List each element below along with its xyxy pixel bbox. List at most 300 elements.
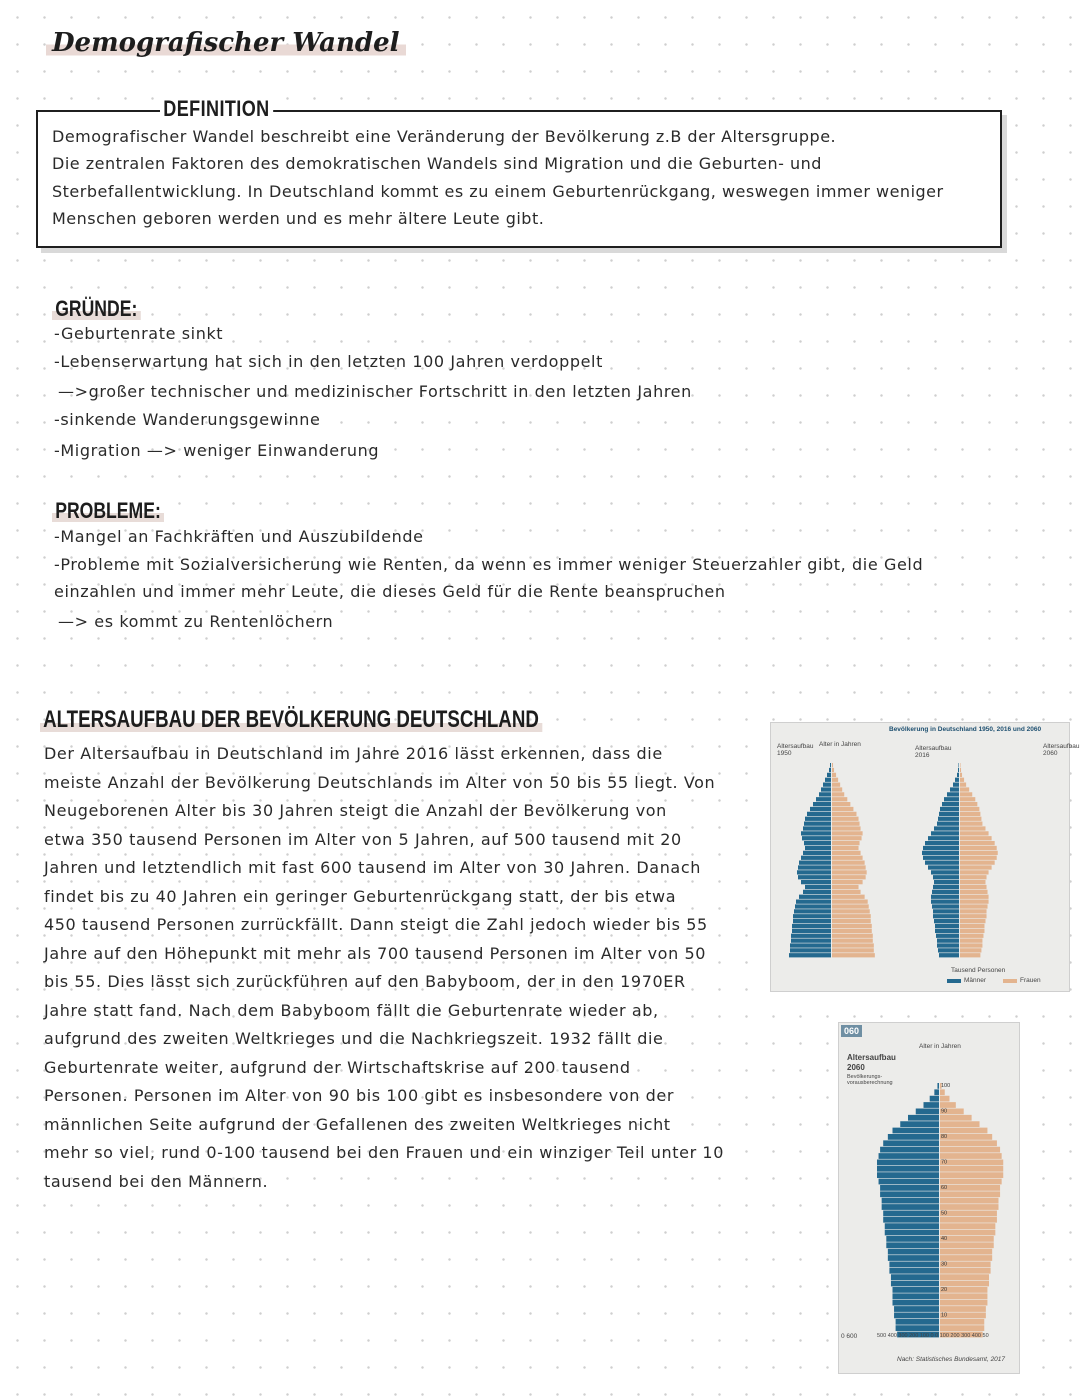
age-tick-label: 10 xyxy=(941,1312,948,1319)
pyr2016-female-bar xyxy=(960,953,980,957)
pyr2016-male-bar xyxy=(932,890,959,894)
pyr1950-male-bar xyxy=(804,822,831,826)
definition-line: Demografischer Wandel beschreibt eine Veränderung der Bevölkerung z.B der Altersgruppe. xyxy=(52,127,837,146)
pyr2016-male-bar xyxy=(933,909,959,913)
pyr2060-male-bar xyxy=(882,1198,939,1204)
probleme-item: —> es kommt zu Rentenlöchern xyxy=(58,612,334,631)
pyr2016-female-bar xyxy=(960,939,982,943)
pyr2016-male-bar xyxy=(933,885,959,889)
pyr2060-male-bar xyxy=(896,1319,939,1325)
paragraph-line: meiste Anzahl der Bevölkerung Deutschlands im Alter von 50 bis 55 liegt. Von xyxy=(44,772,716,792)
pyramid-2060-graphics xyxy=(839,1053,1019,1353)
age-label: Alter in Jahren xyxy=(819,741,861,748)
pyr2060-female-bar xyxy=(940,1230,995,1236)
pyr2060-female-bar xyxy=(940,1306,986,1312)
pyr1950-male-bar xyxy=(797,870,831,874)
pyr2016-female-bar xyxy=(960,787,969,791)
pyr1950-female-bar xyxy=(832,792,844,796)
pyr1950-male-bar xyxy=(804,841,831,845)
gruende-item: —>großer technischer und medizinischer Fortschritt in den letzten Jahren xyxy=(58,382,692,401)
pyr2016-male-bar xyxy=(931,895,959,899)
paragraph-line: etwa 350 tausend Personen im Alter von 5 Jahren, auf 500 tausend mit 20 xyxy=(44,829,682,849)
pyr2016-female-bar xyxy=(960,856,997,860)
pyr1950-male-bar xyxy=(813,802,831,806)
pyr2060-male-bar xyxy=(883,1217,939,1223)
pyr2016-female-bar xyxy=(960,831,989,835)
pyr1950-male-bar xyxy=(827,773,831,777)
pyr2016-male-bar xyxy=(957,773,959,777)
definition-line: Menschen geboren werden und es mehr ältere Leute gibt. xyxy=(52,209,545,228)
pyr2060-female-bar xyxy=(940,1319,984,1325)
pyr2016-female-bar xyxy=(960,870,989,874)
pyr1950-female-bar xyxy=(832,948,874,952)
pyr2060-male-bar xyxy=(888,1255,939,1261)
pyr2060-female-bar xyxy=(940,1172,1003,1178)
pyr2060-female-bar xyxy=(940,1293,987,1299)
age-tick-label: 40 xyxy=(941,1236,948,1242)
pyr2016-male-bar xyxy=(925,841,959,845)
pyr2060-male-bar xyxy=(877,1166,939,1172)
pyr1950-female-bar xyxy=(832,880,863,884)
pyr2060-male-bar xyxy=(908,1115,939,1121)
pyr2016-male-bar xyxy=(942,802,959,806)
pyr2060-female-bar xyxy=(940,1102,956,1108)
pyr2016-female-bar xyxy=(960,880,986,884)
pyr1950-female-bar xyxy=(832,773,836,777)
pyr2060-male-bar xyxy=(886,1236,939,1242)
pyr2016-male-bar xyxy=(947,792,959,796)
pyr1950-female-bar xyxy=(832,900,868,904)
pyr2060-male-bar xyxy=(930,1096,939,1102)
pyr2016-male-bar xyxy=(938,817,959,821)
pyr1950-male-bar xyxy=(810,807,831,811)
probleme-item: -Mangel an Fachkräften und Auszubildende xyxy=(54,527,424,546)
pyr2016-male-bar xyxy=(936,934,959,938)
pyr1950-female-bar xyxy=(832,865,866,869)
paragraph-line: mehr so viel, rund 0-100 tausend bei den Frauen und ein winziger Teil unter 10 xyxy=(44,1143,724,1162)
pyr2016-female-bar xyxy=(960,865,992,869)
pyr2016-male-bar xyxy=(937,939,959,943)
pyr1950-female-bar xyxy=(832,797,847,801)
label-2016: Altersaufbau 2016 xyxy=(915,745,952,759)
pyr2060-male-bar xyxy=(896,1325,939,1331)
pyr1950-female-bar xyxy=(832,812,856,816)
pyr1950-male-bar xyxy=(805,846,831,850)
pyr2016-female-bar xyxy=(960,778,964,782)
pyr2016-female-bar xyxy=(960,812,980,816)
paragraph-line: männlichen Seite aufgrund der Gefallenen des zweiten Weltkrieges nicht xyxy=(44,1114,671,1134)
pyr1950-female-bar xyxy=(832,904,869,908)
pyr2060-female-bar xyxy=(940,1255,992,1261)
pyr1950-male-bar xyxy=(816,797,831,801)
pyr1950-male-bar xyxy=(803,890,831,894)
probleme-item: einzahlen und immer mehr Leute, die dieses Geld für die Rente beanspruchen xyxy=(54,582,726,601)
gruende-item: -Geburtenrate sinkt xyxy=(54,324,224,343)
pyr1950-female-bar xyxy=(832,875,866,879)
altersaufbau-heading: ALTERSAUFBAU DER BEVÖLKERUNG DEUTSCHLAND xyxy=(40,706,542,734)
age-tick-label: 100 xyxy=(941,1083,951,1089)
pyr1950-female-bar xyxy=(832,802,850,806)
pyr2016-male-bar xyxy=(939,953,959,957)
pyr2060-female-bar xyxy=(940,1191,1000,1197)
pyr2060-male-bar xyxy=(877,1160,939,1166)
pyr2060-female-bar xyxy=(940,1089,945,1095)
pyr2016-female-bar xyxy=(960,900,989,904)
age-tick-label: 60 xyxy=(941,1185,948,1191)
paragraph-line: aufgrund des zweiten Weltkrieges und die Nachkriegszeit. 1932 fällt die xyxy=(44,1029,664,1048)
label-1950: Altersaufbau 1950 xyxy=(777,743,814,757)
age-tick-label: 50 xyxy=(941,1210,948,1217)
pyr2060-female-bar xyxy=(940,1166,1003,1172)
figure2-axis-left: 0 600 xyxy=(841,1333,858,1340)
pyr2060-female-bar xyxy=(940,1147,1000,1153)
pyr2060-male-bar xyxy=(888,1249,939,1255)
pyr2016-male-bar xyxy=(935,924,959,928)
probleme-heading: PROBLEME: xyxy=(52,498,164,524)
pyr1950-female-bar xyxy=(832,929,872,933)
pyr1950-female-bar xyxy=(832,783,840,787)
pyr1950-female-bar xyxy=(832,895,865,899)
pyramid-graphics xyxy=(771,753,1069,963)
pyr1950-male-bar xyxy=(791,934,831,938)
paragraph-line: Jahre statt fand. Nach dem Babyboom fällt die Geburtenrate wieder ab, xyxy=(44,1000,659,1020)
figure2-title: Altersaufbau xyxy=(847,1053,896,1062)
pyr2016-male-bar xyxy=(938,948,959,952)
pyr2016-female-bar xyxy=(960,875,987,879)
pyr2016-male-bar xyxy=(940,807,959,811)
gruende-item: -sinkende Wanderungsgewinne xyxy=(54,410,321,429)
pyr1950-male-bar xyxy=(801,880,831,884)
pyr1950-female-bar xyxy=(832,856,863,860)
figure2-age-label: Alter in Jahren xyxy=(919,1043,961,1050)
pyr2016-male-bar xyxy=(935,929,959,933)
pyr2016-male-bar xyxy=(937,822,959,826)
pyr2016-male-bar xyxy=(939,812,959,816)
page-title: Demografischer Wandel xyxy=(46,28,406,58)
axis-label: Tausend Personen xyxy=(951,967,1006,974)
pyr2016-male-bar xyxy=(934,919,959,923)
pyr2060-male-bar xyxy=(916,1109,939,1115)
age-tick-label: 90 xyxy=(941,1108,948,1115)
pyr2016-female-bar xyxy=(960,919,986,923)
pyr1950-male-bar xyxy=(791,939,831,943)
pyr2060-female-bar xyxy=(940,1223,995,1229)
pyr1950-male-bar xyxy=(819,792,831,796)
pyr1950-female-bar xyxy=(832,807,853,811)
pyr2060-female-bar xyxy=(940,1134,992,1140)
pyr2060-female-bar xyxy=(940,1236,994,1242)
pyr2016-female-bar xyxy=(960,924,984,928)
pyr2016-male-bar xyxy=(953,783,959,787)
pyr2060-male-bar xyxy=(894,1313,939,1319)
pyr2016-female-bar xyxy=(960,861,995,865)
pyr1950-male-bar xyxy=(805,885,831,889)
pyr1950-female-bar xyxy=(832,924,872,928)
pyr2060-male-bar xyxy=(937,1083,939,1089)
pyr2060-male-bar xyxy=(893,1287,940,1293)
pyr2016-male-bar xyxy=(925,861,959,865)
pyr1950-male-bar xyxy=(798,865,831,869)
paragraph-line: bis 55. Dies lässt sich zurückführen auf den Babyboom, der in den 1970ER xyxy=(44,972,686,991)
pyr2060-female-bar xyxy=(940,1281,989,1287)
pyr1950-female-bar xyxy=(832,934,873,938)
pyr2016-female-bar xyxy=(960,890,988,894)
pyr1950-female-bar xyxy=(832,787,842,791)
pyr1950-female-bar xyxy=(832,885,859,889)
pyr2016-female-bar xyxy=(960,895,989,899)
figure2-corner: 060 xyxy=(841,1025,862,1037)
pyr1950-male-bar xyxy=(796,900,831,904)
pyr1950-male-bar xyxy=(801,856,831,860)
pyr2060-female-bar xyxy=(940,1268,991,1274)
paragraph-line: Jahre auf den Höhepunkt mit mehr als 700 tausend Personen im Alter von 50 xyxy=(44,943,707,963)
pyr1950-male-bar xyxy=(805,817,831,821)
pyr2016-male-bar xyxy=(931,870,959,874)
population-pyramid-photo-1950-2016 xyxy=(770,722,1080,992)
pyr2016-male-bar xyxy=(958,768,959,772)
pyr2016-male-bar xyxy=(933,914,959,918)
pyr1950-female-bar xyxy=(832,939,873,943)
pyr2060-female-bar xyxy=(940,1185,1000,1191)
pyr2060-male-bar xyxy=(883,1211,939,1217)
pyr1950-female-bar xyxy=(832,861,865,865)
pyr2060-male-bar xyxy=(891,1274,939,1280)
pyr2060-male-bar xyxy=(880,1147,939,1153)
pyr2060-female-bar xyxy=(940,1121,980,1127)
pyr2016-male-bar xyxy=(934,880,959,884)
pyr1950-male-bar xyxy=(803,851,831,855)
pyr2016-female-bar xyxy=(960,817,981,821)
pyr2060-male-bar xyxy=(885,1230,939,1236)
pyr2060-male-bar xyxy=(891,1281,939,1287)
pyr2060-male-bar xyxy=(889,1268,939,1274)
figure2-source: Nach: Statistisches Bundesamt, 2017 xyxy=(897,1356,1006,1363)
pyr2016-female-bar xyxy=(960,948,981,952)
pyr2016-female-bar xyxy=(960,885,987,889)
pyr1950-male-bar xyxy=(829,768,831,772)
figure2-axis-ticks: 500 400 300 200 100 0 0 100 200 300 400 50 xyxy=(877,1333,989,1339)
pyr2016-female-bar xyxy=(960,807,979,811)
gruende-heading: GRÜNDE: xyxy=(52,296,141,322)
pyr1950-female-bar xyxy=(832,943,874,947)
pyr2060-male-bar xyxy=(877,1172,939,1178)
pyr2060-male-bar xyxy=(934,1089,939,1095)
pyr2060-male-bar xyxy=(893,1293,940,1299)
pyr1950-female-bar xyxy=(832,778,838,782)
pyr1950-male-bar xyxy=(790,943,831,947)
pyr2060-female-bar xyxy=(940,1115,972,1121)
paragraph-line: 450 tausend Personen zurrückfällt. Dann steigt die Zahl jedoch wieder bis 55 xyxy=(44,915,708,934)
definition-label: DEFINITION xyxy=(160,96,273,122)
pyr1950-female-bar xyxy=(832,763,833,767)
pyr2060-female-bar xyxy=(940,1274,989,1280)
pyr1950-female-bar xyxy=(832,953,875,957)
age-tick-label: 80 xyxy=(941,1134,948,1140)
pyr2016-male-bar xyxy=(923,846,959,850)
pyr2016-female-bar xyxy=(960,773,962,777)
pyr2016-male-bar xyxy=(932,904,959,908)
pyr2060-male-bar xyxy=(924,1102,940,1108)
pyr2060-female-bar xyxy=(940,1300,987,1306)
pyr1950-female-bar xyxy=(832,846,859,850)
pyr1950-female-bar xyxy=(832,870,867,874)
pyr1950-female-bar xyxy=(832,817,859,821)
pyr2060-female-bar xyxy=(940,1153,1002,1159)
pyr1950-male-bar xyxy=(792,929,831,933)
pyr1950-male-bar xyxy=(799,861,831,865)
legend-female-swatch xyxy=(1003,979,1017,983)
pyr1950-female-bar xyxy=(832,909,870,913)
pyr2016-male-bar xyxy=(950,787,959,791)
pyr1950-male-bar xyxy=(792,924,831,928)
pyr2016-female-bar xyxy=(960,841,995,845)
age-tick-label: 20 xyxy=(941,1287,948,1293)
definition-line: Die zentralen Faktoren des demokratischen Wandels sind Migration und die Geburten- und xyxy=(52,154,822,173)
pyr1950-female-bar xyxy=(832,890,861,894)
pyr1950-male-bar xyxy=(801,831,831,835)
pyr2016-male-bar xyxy=(933,875,959,879)
paragraph-line: Der Altersaufbau in Deutschland im Jahre 2016 lässt erkennen, dass die xyxy=(44,744,663,763)
pyr2016-female-bar xyxy=(960,914,987,918)
pyr2060-male-bar xyxy=(883,1140,939,1146)
pyr2016-male-bar xyxy=(955,778,959,782)
population-pyramid-photo-2060 xyxy=(838,1022,1020,1374)
pyr2060-female-bar xyxy=(940,1128,987,1134)
pyr2016-male-bar xyxy=(922,851,959,855)
pyr1950-female-bar xyxy=(832,826,861,830)
probleme-item: -Probleme mit Sozialversicherung wie Renten, da wenn es immer weniger Steuerzahler gibt, die Geld xyxy=(54,555,924,574)
pyr2016-female-bar xyxy=(960,797,975,801)
pyr2016-male-bar xyxy=(931,831,959,835)
pyr1950-female-bar xyxy=(832,919,871,923)
pyr2016-male-bar xyxy=(934,826,959,830)
pyr2060-male-bar xyxy=(880,1191,939,1197)
pyr2016-female-bar xyxy=(960,822,982,826)
pyr1950-male-bar xyxy=(799,895,831,899)
pyr2060-male-bar xyxy=(879,1179,939,1185)
paragraph-line: tausend bei den Männern. xyxy=(44,1171,269,1191)
pyr2016-female-bar xyxy=(960,783,966,787)
pyr2060-male-bar xyxy=(886,1242,939,1248)
pyr2016-female-bar xyxy=(960,768,961,772)
age-tick-label: 70 xyxy=(941,1159,948,1166)
pyr1950-female-bar xyxy=(832,836,862,840)
altersaufbau-paragraph xyxy=(44,740,744,1196)
paragraph-line: Geburtenrate weiter, aufgrund der Wirtschaftskrise auf 200 tausend xyxy=(44,1057,631,1077)
age-tick-label: 30 xyxy=(941,1261,948,1268)
pyr2016-male-bar xyxy=(959,763,960,767)
pyr2060-female-bar xyxy=(940,1262,991,1268)
pyr2060-male-bar xyxy=(888,1134,939,1140)
pyr1950-male-bar xyxy=(830,763,831,767)
pyr1950-male-bar xyxy=(789,953,831,957)
pyr2060-female-bar xyxy=(940,1325,984,1331)
pyr2016-female-bar xyxy=(960,929,984,933)
pyr2060-female-bar xyxy=(940,1198,998,1204)
pyr2060-female-bar xyxy=(940,1179,1002,1185)
pyr1950-female-bar xyxy=(832,831,863,835)
pyr2060-female-bar xyxy=(940,1096,949,1102)
pyr1950-female-bar xyxy=(832,914,871,918)
pyr1950-male-bar xyxy=(794,909,831,913)
pyr2060-male-bar xyxy=(893,1128,940,1134)
pyr2016-male-bar xyxy=(928,865,959,869)
pyr2060-female-bar xyxy=(940,1204,998,1210)
pyr2060-male-bar xyxy=(879,1153,939,1159)
figure1-title: Bevölkerung in Deutschland 1950, 2016 und 2060 xyxy=(889,726,1042,733)
pyr2016-female-bar xyxy=(960,934,983,938)
pyr2016-female-bar xyxy=(960,763,961,767)
pyr1950-male-bar xyxy=(795,904,831,908)
pyr2016-female-bar xyxy=(960,846,997,850)
pyr2060-male-bar xyxy=(882,1204,939,1210)
pyr1950-female-bar xyxy=(832,841,860,845)
pyr1950-male-bar xyxy=(802,836,831,840)
pyr2016-female-bar xyxy=(960,792,972,796)
pyr1950-male-bar xyxy=(803,826,831,830)
pyr1950-male-bar xyxy=(793,919,831,923)
pyr2016-female-bar xyxy=(960,851,998,855)
pyr2060-female-bar xyxy=(940,1242,994,1248)
pyr2016-female-bar xyxy=(960,904,988,908)
pyr2060-male-bar xyxy=(900,1121,939,1127)
legend-female: Frauen xyxy=(1020,977,1041,984)
pyr2016-female-bar xyxy=(960,836,992,840)
pyr1950-male-bar xyxy=(823,783,831,787)
pyr1950-male-bar xyxy=(793,914,831,918)
pyr2060-male-bar xyxy=(880,1185,939,1191)
pyr2060-female-bar xyxy=(940,1160,1003,1166)
gruende-item: -Migration —> weniger Einwanderung xyxy=(54,441,380,460)
pyr1950-female-bar xyxy=(832,768,834,772)
pyr2016-female-bar xyxy=(960,943,982,947)
pyr1950-female-bar xyxy=(832,851,861,855)
pyr2060-male-bar xyxy=(889,1262,939,1268)
pyr2016-male-bar xyxy=(931,900,959,904)
legend-male-swatch xyxy=(947,979,961,983)
pyr1950-male-bar xyxy=(821,787,831,791)
pyr2060-female-bar xyxy=(940,1140,997,1146)
pyr2060-female-bar xyxy=(940,1211,997,1217)
paragraph-line: findet bis zu 40 Jahren ein geringer Geburtenrückgang statt, der bis etwa xyxy=(44,886,677,906)
pyr2016-male-bar xyxy=(928,836,959,840)
pyr2060-female-bar xyxy=(940,1217,997,1223)
pyr2016-female-bar xyxy=(960,909,987,913)
pyr2060-male-bar xyxy=(885,1223,939,1229)
figure2-year: 2060 xyxy=(847,1063,865,1072)
label-2060: Altersaufbau 2060 xyxy=(1043,743,1080,757)
paragraph-line: Jahren und letztendlich mit fast 600 tausend im Alter von 30 Jahren. Danach xyxy=(44,858,701,877)
pyr1950-male-bar xyxy=(798,875,831,879)
pyr2016-female-bar xyxy=(960,826,986,830)
pyr2060-male-bar xyxy=(894,1306,939,1312)
paragraph-line: Neugeborenen Alter bis 30 Jahren steigt die Anzahl der Bevölkerung von xyxy=(44,801,667,820)
figure2-subtitle: Bevölkerungs-vorausberechnung xyxy=(847,1074,893,1086)
pyr2016-male-bar xyxy=(944,797,959,801)
legend-male: Männer xyxy=(964,977,987,984)
pyr1950-male-bar xyxy=(807,812,831,816)
pyr2060-female-bar xyxy=(940,1249,992,1255)
gruende-item: -Lebenserwartung hat sich in den letzten 100 Jahren verdoppelt xyxy=(54,352,603,371)
pyr2060-male-bar xyxy=(893,1300,940,1306)
pyr1950-female-bar xyxy=(832,822,860,826)
paragraph-line: Personen. Personen im Alter von 90 bis 100 gibt es insbesondere von der xyxy=(44,1086,675,1105)
pyr2016-male-bar xyxy=(923,856,959,860)
pyr1950-male-bar xyxy=(790,948,831,952)
pyr2016-male-bar xyxy=(937,943,959,947)
definition-line: Sterbefallentwicklung. In Deutschland kommt es zu einem Geburtenrückgang, weswegen immer weniger xyxy=(52,182,944,201)
pyr1950-male-bar xyxy=(825,778,831,782)
